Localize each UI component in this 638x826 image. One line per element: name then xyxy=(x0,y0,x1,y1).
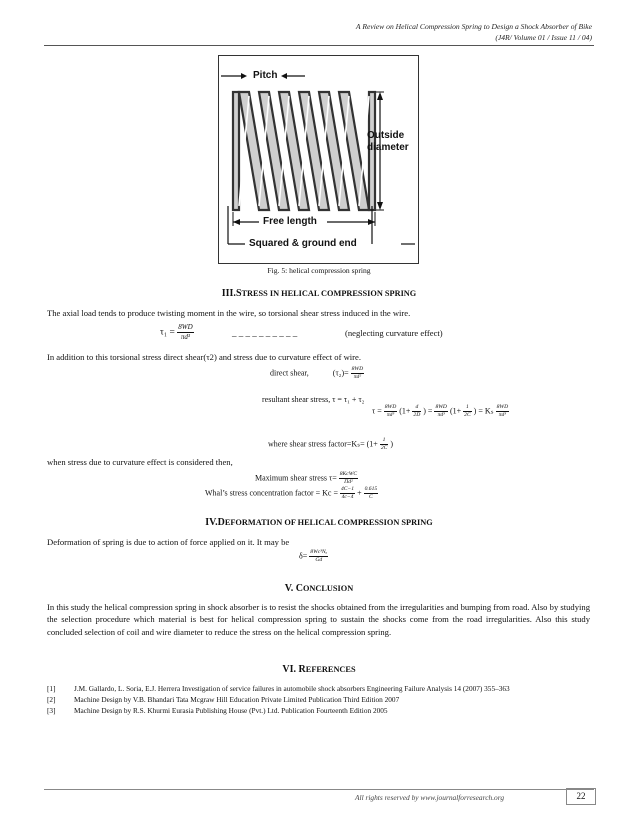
header-divider xyxy=(44,45,594,46)
tau1-formula: τ₁ = $\frac{8WD}{\text{πd³}}$ xyxy=(160,323,193,341)
label-squared-ground-end: Squared & ground end xyxy=(249,238,357,249)
spring-diagram xyxy=(219,56,418,263)
direct-shear-formula: direct shear, (τ₂)= $\frac{8WD}{\text{πd²}}$ xyxy=(270,366,364,380)
section-3-para-3: when stress due to curvature effect is considered then, xyxy=(47,457,233,467)
section-3-para-2: In addition to this torsional stress direct shear(τ2) and stress due to curvature effect of wire. xyxy=(47,352,362,362)
section-3-intro: The axial load tends to produce twisting moment in the wire, so torsional shear stress induced in the wire. xyxy=(47,308,411,318)
label-diameter: diameter xyxy=(367,142,409,153)
resultant-shear-line: resultant shear stress, τ = τ₁ + τ₂ xyxy=(262,395,365,404)
label-pitch: Pitch xyxy=(253,70,278,81)
resultant-shear-formula: τ = $\frac{8WD}{\text{πd³}}$ (1+ $\frac{d}{2D}$ ) = $\frac{8WD}{\text{πd³}}$ (1+ $\frac{1}{2C}$ ) = Kₛ $\frac{8WD}{\text{πd³}}$ xyxy=(372,404,509,418)
footer-divider xyxy=(44,789,594,790)
conclusion-paragraph: In this study the helical compression spring in shock absorber is to resist the shocks obtained from the irregularities and bumping from road. Also by studying the selection procedure which material is best for helical compression spring to sustain the shocks come from the road irregularities. Also this study concluded selection of coil and wire diameter to reduce the stress on the helical compression spring. xyxy=(47,602,590,637)
footer-rights: All rights reserved by www.journalforresearch.org xyxy=(355,793,505,802)
reference-item: [2] Machine Design by V.B. Bhandari Tata Mcgraw Hill Education Private Limited Publication Third Edition 2007 xyxy=(47,695,400,704)
max-shear-formula: Maximum shear stress τ= 8KcWC Πd² xyxy=(255,471,358,485)
section-3-heading: III.STRESS IN HELICAL COMPRESSION SPRING xyxy=(221,288,417,299)
tau1-note: (neglecting curvature effect) xyxy=(345,328,443,338)
tau1-dashes: _ _ _ _ _ _ _ _ _ _ xyxy=(232,328,298,338)
label-free-length: Free length xyxy=(263,216,317,227)
section-4-heading: IV.DEFORMATION OF HELICAL COMPRESSION SPRING xyxy=(205,517,433,528)
section-6-heading: VI. REFERENCES xyxy=(282,664,356,675)
shear-stress-factor: where shear stress factor=Kₛ= (1+ $\frac{1}{2C}$ ) xyxy=(268,437,394,451)
header-title: A Review on Helical Compression Spring to Design a Shock Absorber of Bike xyxy=(355,22,592,31)
section-4-intro: Deformation of spring is due to action of force applied on it. It may be xyxy=(47,537,290,547)
section-5-heading: V. CONCLUSION xyxy=(284,583,354,594)
page-number: 22 xyxy=(566,788,596,805)
spring-figure xyxy=(218,55,419,264)
reference-item: [3] Machine Design by R.S. Khurmi Eurasia Publishing House (Pvt.) Ltd. Publication Fourteenth Edition 2005 xyxy=(47,706,388,715)
reference-item: [1] J.M. Gallardo, L. Soria, E.J. Herrera Investigation of service failures in automobile shock absorbers Engineering Failure Analysis 14 (2007) 355–363 xyxy=(47,684,510,693)
running-header xyxy=(356,21,592,43)
header-issue: (J4R/ Volume 01 / Issue 11 / 04) xyxy=(495,33,592,42)
wahl-factor-formula: Whal’s stress concentration factor = Kc = $\frac{4C-1}{4c-4}$ + $\frac{0.615}{C}$ xyxy=(205,486,378,500)
deformation-formula: δ= $\frac{\text{8Wc³Nₐ}}{Gd}$ xyxy=(299,549,328,563)
label-outside: Outside xyxy=(367,130,405,141)
figure-caption: Fig. 5: helical compression spring xyxy=(267,266,371,275)
